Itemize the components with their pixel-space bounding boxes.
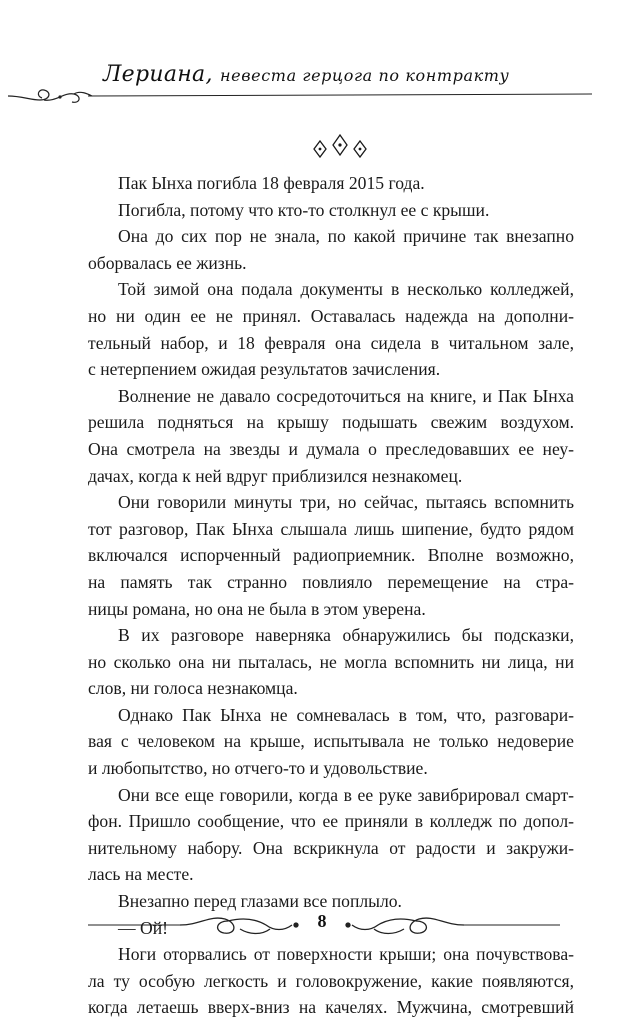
paragraph	[88, 941, 574, 1021]
text-line: Они все еще говорили, когда в ее руке завибрировал смарт-	[118, 784, 574, 805]
book-title: Лериана,	[103, 62, 213, 87]
paragraph	[88, 383, 574, 489]
diamond-trio-ornament-icon	[310, 133, 370, 161]
text-line: Волнение не давало сосредоточиться на книге, и Пак Ынха	[118, 385, 574, 406]
text-line: слов, ни голоса незнакомца.	[88, 678, 298, 699]
text-line: лась на месте.	[88, 864, 194, 885]
text-line: тельный набор, и 18 февраля она сидела в читальном зале,	[88, 332, 574, 353]
text-line: с нетерпением ожидая результатов зачисления.	[88, 359, 441, 380]
text-line: но сколько она ни пыталась, не могла вспомнить ни лица, ни	[88, 651, 574, 672]
paragraph	[88, 170, 574, 197]
text-line: Ноги оторвались от поверхности крыши; она почувствова-	[118, 944, 574, 965]
text-line: тот разговор, Пак Ынха слышала лишь шипение, будто рядом	[88, 518, 574, 539]
page-footer	[0, 905, 644, 945]
paragraph	[88, 223, 574, 276]
running-head-title	[103, 62, 509, 87]
text-line: дачах, когда к ней вдруг приблизился незнакомец.	[88, 465, 463, 486]
text-line: Они говорили минуты три, но сейчас, пытаясь вспомнить	[118, 492, 574, 513]
text-line: Внезапно перед глазами все поплыло.	[118, 891, 402, 912]
paragraph	[88, 782, 574, 888]
text-line: когда летаешь вверх-вниз на качелях. Мужчина, смотревший	[88, 997, 574, 1018]
text-line: Погибла, потому что кто-то столкнул ее с крыши.	[118, 199, 490, 220]
book-subtitle: невеста герцога по контракту	[220, 66, 510, 85]
text-line: но ни один ее не принял. Оставалась надежда на дополни-	[88, 305, 574, 326]
text-line: и любопытство, но отчего-то и удовольствие.	[88, 758, 428, 779]
text-line: оборвалась ее жизнь.	[88, 252, 247, 273]
text-line: Той зимой она подала документы в несколько колледжей,	[118, 279, 574, 300]
text-line: Она смотрела на звезды и думала о преследовавших ее неу-	[88, 438, 574, 459]
text-line: Однако Пак Ынха не сомневалась в том, что, разговари-	[118, 704, 574, 725]
text-line: Пак Ынха погибла 18 февраля 2015 года.	[118, 173, 425, 193]
text-line: нительному набору. Она вскрикнула от радости и закружи-	[88, 837, 574, 858]
paragraph	[88, 702, 574, 782]
text-line: фон. Пришло сообщение, что ее приняли в колледж по допол-	[88, 811, 574, 832]
text-line: включался испорченный радиоприемник. Вполне возможно,	[88, 545, 574, 566]
paragraph	[88, 489, 574, 622]
text-line: на память так странно повлияло перемещение на стра-	[88, 571, 574, 592]
flourish-right-icon	[346, 918, 464, 933]
running-head	[0, 56, 644, 116]
flourish-left-icon	[180, 918, 298, 933]
text-line: решила подняться на крышу подышать свежим воздухом.	[88, 412, 574, 433]
text-line: ла ту особую легкость и головокружение, какие появляются,	[88, 970, 574, 991]
text-line: В их разговоре наверняка обнаружились бы подсказки,	[118, 625, 574, 646]
text-line: Она до сих пор не знала, по какой причине так внезапно	[118, 226, 574, 247]
text-line: ницы романа, но она не была в этом уверена.	[88, 598, 426, 619]
paragraph	[88, 276, 574, 382]
text-line: вая с человеком на крыше, испытывала не только недоверие	[88, 731, 574, 752]
paragraph	[88, 622, 574, 702]
text-line: — Ой!	[118, 917, 168, 938]
page-number: 8	[317, 911, 327, 931]
body-text	[88, 170, 574, 1021]
paragraph	[88, 197, 574, 224]
